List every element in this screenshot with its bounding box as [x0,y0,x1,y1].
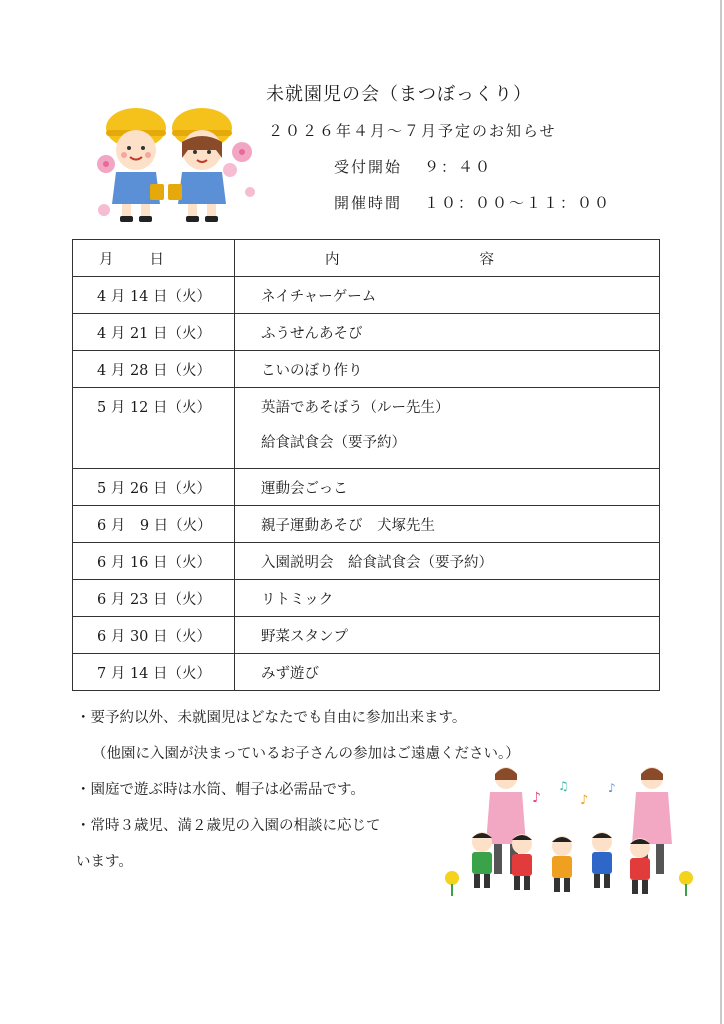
row-content: 運動会ごっこ [235,469,660,506]
row-date: 6 月 16 日（火） [73,543,235,580]
table-row [73,580,660,617]
row-date: 5 月 12 日（火） [73,388,235,469]
note-open-participation: ・要予約以外、未就園児はどなたでも自由に参加出来ます。 [76,710,467,726]
hours-label: 開催時間 [334,194,403,212]
table-row [73,654,660,691]
schedule-table [72,239,660,691]
row-date: 6 月 23 日（火） [73,580,235,617]
row-content-second: 給食試食会（要予約） [261,435,406,451]
table-header-row [73,240,660,277]
row-content: 野菜スタンプ [235,617,660,654]
note-other-school: （他園に入園が決まっているお子さんの参加はご遠慮ください。） [92,746,520,762]
table-row [73,314,660,351]
table-row [73,543,660,580]
row-content: 英語であそぼう（ルー先生） [261,400,450,416]
table-row [73,617,660,654]
hours-info [334,192,611,213]
table-row [73,469,660,506]
row-date: 7 月 14 日（火） [73,654,235,691]
reception-label: 受付開始 [334,158,403,176]
row-date: 4 月 14 日（火） [73,277,235,314]
row-content: みず遊び [235,654,660,691]
row-date: 5 月 26 日（火） [73,469,235,506]
row-date: 4 月 28 日（火） [73,351,235,388]
svg-text:♫: ♫ [558,779,569,793]
svg-text:♪: ♪ [580,793,589,808]
row-date: 6 月 9 日（火） [73,506,235,543]
svg-text:♪: ♪ [532,790,541,806]
note-water-hat: ・園庭で遊ぶ時は水筒、帽子は必需品です。 [76,782,365,798]
teachers-and-children-icon [440,762,700,902]
reception-time: ９：４０ [424,158,493,176]
row-content: ネイチャーゲーム [235,277,660,314]
note-admission-consult-cont: います。 [76,854,133,870]
row-content: ふうせんあそび [235,314,660,351]
note-admission-consult: ・常時３歳児、満２歳児の入園の相談に応じて [76,818,381,834]
header-content: 内容 [235,240,660,277]
header-date: 月日 [73,240,235,277]
row-content: 親子運動あそび 犬塚先生 [235,506,660,543]
page-title: 未就園児の会（まつぼっくり） [266,84,532,105]
table-row [73,388,660,469]
row-date: 6 月 30 日（火） [73,617,235,654]
row-date: 4 月 21 日（火） [73,314,235,351]
scan-edge [720,0,722,1024]
kindergarten-kids-icon [94,100,264,230]
svg-text:♪: ♪ [608,781,616,795]
row-content: こいのぼり作り [235,351,660,388]
table-row [73,277,660,314]
hours-time: １０：００〜１１：００ [424,194,612,212]
row-content-multi [235,388,660,469]
row-content: 入園説明会 給食試食会（要予約） [235,543,660,580]
page-subtitle: ２０２６年４月〜７月予定のお知らせ [268,122,557,140]
row-content: リトミック [235,580,660,617]
reception-info [334,156,492,177]
table-row [73,506,660,543]
table-row [73,351,660,388]
